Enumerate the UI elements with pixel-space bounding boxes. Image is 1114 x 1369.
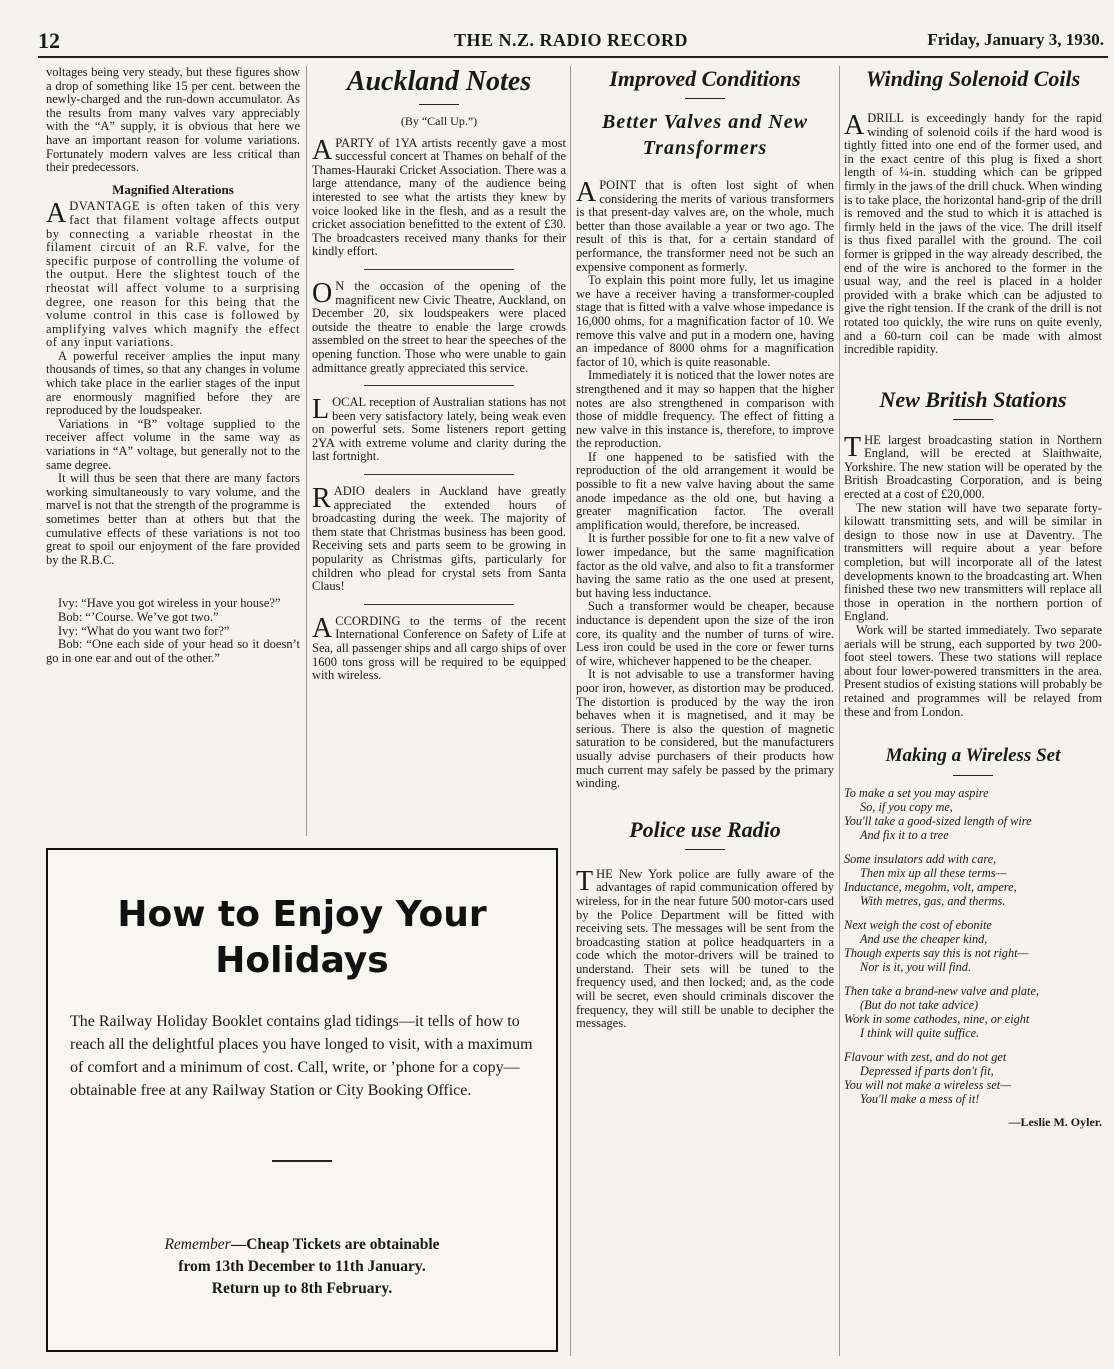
auckland-para-1: A PARTY of 1YA artists recently gave a most successful concert at Thames on behalf of the Thames-Hauraki Cricket Association. There was a large attendance, many of the audience being interested to see what the artists they knew by voice looked like in the flesh, and as a result the cricket association benefitted to the extent of £30. The broadcasters received many thanks for their kindly effort. [312,134,566,259]
poem-author: —Leslie M. Oyler. [1008,1115,1102,1130]
auckland-para-5: ACCORDING to the terms of the recent International Conference on Safety of Life at Sea, all passenger ships and all cargo ships of over 1600 tons gross will be required to be equipped with wireless. [312,612,566,683]
police-para-1: THE New York police are fully aware of the advantages of rapid communication offered by wireless, for in the near future 500 motor-cars used by the Police Department will be fitted with receiving sets. The messages will be sent from the broadcasting station at police headquarters in a code which the motor-drivers will be trained to understand. Their sets will be tuned to the frequency used, and then locked; and, as the code will be secret, even should criminals discover the frequency, they will still be unable to decipher the messages. [576,865,834,1031]
article-subtitle: Better Valves and New Transformers [602,111,808,159]
improved-para-3: Immediately it is noticed that the lower notes are strengthened and it may so happen that the higher notes are also strengthened in comparison with those of middle frequency. The effect of fitting a new valve in this instance is, therefore, to improve the reproduction. [576,368,834,451]
page-header [38,28,1104,54]
drop-cap: A [46,198,67,230]
drop-cap: T [844,431,862,463]
poem-making-a-wireless-set [844,786,1102,1106]
improved-para-7: It is not advisable to use a transformer having poor iron, however, as distortion may be produced. The distortion is produced by the way the iron behaves when it is magnetised, and it may be serious. There is also the question of magnetic saturation to be considered, but the manufacturers usually advise purchasers of their products how much current may safely be passed by the primary winding. [576,667,834,791]
dialog-line: Ivy: “Have you got wireless in your house?” [58,596,281,611]
page-number: 12 [38,28,60,53]
column-2-auckland-notes [312,66,566,683]
improved-para-2: To explain this point more fully, let us imagine we have a receiver having a transformer-coupled stage that is fitted with a valve whose impedance is 16,000 ohms, for a magnification factor of 10. We remove this valve and put in a modern one, having an impedance of 8000 ohms for a magnification factor of 10, which is quite reasonable. [576,273,834,369]
column-rule [570,66,571,1356]
col1-intro: voltages being very steady, but these figures show a drop of something like 15 per cent. between the newly-charged and the run-down accumulator. As the results from many valves vary appreciably with the “A” supply, it is obvious that here we have an important reason for volume variations. Fortunately modern valves are less critical than their predecessors. [46,65,300,175]
improved-para-1: A POINT that is often lost sight of when considering the merits of various transformers is that present-day valves are, on the whole, much better than those available a year or two ago. The result of this is that, for a certain standard of performance, the transformer need not be such an expensive component as formerly. [576,177,834,274]
ad-remember-notice: Remember—Cheap Tickets are obtainable from 13th December to 11th January. Return up to 8th February. [164,1235,440,1297]
separator [364,474,514,475]
british-para-1: THE largest broadcasting station in Northern England, will be erected at Slaithwaite, Yorkshire. The new station will be operated by the British Broadcasting Corporation, and is being erected at a cost of £20,000. [844,431,1102,502]
article-title-police-use-radio: Police use Radio [629,816,781,842]
separator [364,385,514,386]
poem-stanza: To make a set you may aspire So, if you copy me, You'll take a good-sized length of wire And fix it to a tree [844,786,1032,843]
separator [364,604,514,605]
column-3-improved-conditions [576,66,834,1031]
drop-cap: A [576,177,597,208]
auckland-para-4: RADIO dealers in Auckland have greatly appreciated the extended hours of broadcasting during the week. The majority of them state that Christmas business has been good. Receiving sets and parts seem to be growing in popularity as Christmas gifts, particularly for children who plead for crystal sets from Santa Claus! [312,483,566,594]
ad-title: How to Enjoy Your Holidays [117,894,487,981]
dialog-line: Ivy: “What do you want two for?” [58,623,230,638]
improved-para-5: It is further possible for one to fit a new valve of lower impedance, but the same magnification factor as the old valve, and also to fit a transformer having the same ratio as the one used at present, but having less inductance. [576,531,834,600]
article-title-auckland-notes: Auckland Notes [346,66,532,97]
column-rule [306,66,307,836]
poem-stanza: Then take a brand-new valve and plate, (But do not take advice) Work in some cathodes, nine, or eight I think will quite suffice. [844,984,1039,1041]
col1-para-3: Variations in “B” voltage supplied to the receiver affect volume in the same way as variations in “A” voltage, but generally not to the same degree. [46,416,300,472]
british-para-2: The new station will have two separate forty-kilowatt transmitting sets, and will be similar in design to those now in use at Daventry. The transmitters will require about a year before completion, but will incorporate all of the latest developments known to the broadcasting art. When finished these two new transmitters will replace all those in operation in the northern portion of England. [844,500,1102,624]
drop-cap: A [312,134,333,166]
article-title-new-british-stations: New British Stations [879,386,1067,412]
column-1 [46,66,300,665]
article-title-winding-solenoid-coils: Winding Solenoid Coils [865,66,1081,91]
title-dash [953,775,993,776]
col1-para-4: It will thus be seen that there are many factors working simultaneously to vary volume, and the marvel is not that the strength of the programme is sometimes better than at others but that the cumulative effects of these variations is not too great to spoil our enjoyment of the fare provided by the R.B.C. [46,471,300,567]
solenoid-para-1: A DRILL is exceedingly handy for the rapid winding of solenoid coils if the hard wood is tightly fitted into one end of the former used, and in the exact centre of this plug is fixed a short length of ¼-in. studding which can be gripped firmly in the jaws of the drill chuck. When winding is to take place, the horizontal hand-grip of the drill is removed and the stud to which it is attached is firmly held in the jaws of the vice. The drill itself is thus fixed parallel with the ground. The coil former is gripped in the way already described, the end of the wire is anchored to the former in the usual way, and the reel is placed in a holder provided with a brake which can be adjusted to give the right tension. If the crank of the drill is not rotated too quickly, the wire runs on quite evenly, and a 60-turn coil can be made with almost incredible rapidity. [844,110,1102,357]
drop-cap: T [576,865,594,897]
poem-title-making-a-wireless-set: Making a Wireless Set [885,745,1061,767]
issue-date: Friday, January 3, 1930. [927,30,1104,49]
poem-stanza: Some insulators add with care, Then mix up all these terms— Inductance, megohm, volt, ampere, With metres, gas, and therms. [844,852,1017,909]
column-4-winding-solenoid-coils [844,66,1102,1130]
byline: (By “Call Up.”) [400,114,478,128]
improved-para-4: If one happened to be satisfied with the reproduction of the old arrangement it would be possible to fit a new valve having about the same anode impedance as the old one, but having a greater magnification factor. The overall amplification would, therefore, be increased. [576,449,834,532]
dialog-line: Bob: “One each side of your head so it doesn’t go in one ear and out of the other.” [46,637,300,665]
poem-stanza: Flavour with zest, and do not get Depressed if parts don't fit, You will not make a wireless set— You'll make a mess of it! [844,1050,1012,1107]
masthead: THE N.Z. RADIO RECORD [453,30,689,50]
article-title-improved-conditions: Improved Conditions [609,66,801,91]
ad-body: The Railway Holiday Booklet contains glad tidings—it tells of how to reach all the delightful places you have longed to visit, with a maximum of comfort and a minimum of cost. Call, write, or ’phone for a copy—obtainable free at any Railway Station or City Booking Office. [70,1013,533,1099]
auckland-para-3: LOCAL reception of Australian stations has not been very satisfactory lately, being weak even on powerful sets. Some listeners report getting 2YA with extreme volume and clarity during the last fortnight. [312,394,566,464]
dialog-line: Bob: “’Course. We’ve got two.” [58,609,219,624]
drop-cap: A [312,612,333,644]
drop-cap: A [844,110,865,141]
col1-para-1: ADVANTAGE is often taken of this very fact that filament voltage affects output by connecting a variable rheostat in the filament circuit of an R.F. valve, for the specific purpose of controlling the volume of the output. Here the slightest touch of the rheostat will affect volume to a surprising degree, one reason for this being that the volume control in this case is followed by amplifying valves which magnify the effect of any input variations. [46,198,300,350]
title-dash [685,849,725,850]
subhead-magnified-alterations: Magnified Alterations [112,181,234,197]
railway-holiday-advertisement [46,848,558,1352]
improved-para-6: Such a transformer would be cheaper, because inductance is dependent upon the size of the iron core, its quality and the number of turns of wire. Less iron could be used in the core or fewer turns of wire, whichever happened to be the cheaper. [576,599,834,668]
header-rule [38,56,1108,58]
column-rule [839,66,840,1356]
title-dash [419,104,459,105]
drop-cap: O [312,277,333,309]
british-para-3: Work will be started immediately. Two separate aerials will be strung, each supported by two 200-foot steel towers. These two stations will replace about four lower-powered transmitters in the area. Present studios of existing stations will probably be retained and programmes will be relayed from these and from London. [844,623,1102,719]
separator [364,269,514,270]
ad-dash [272,1160,332,1162]
drop-cap: R [312,483,331,515]
drop-cap: L [312,394,330,426]
col1-para-2: A powerful receiver amplies the input many thousands of times, so that any changes in volume which take place in the earlier stages of the input are enormously magnified before they are reproduced by the loudspeaker. [46,348,300,418]
poem-stanza: Next weigh the cost of ebonite And use the cheaper kind, Though experts say this is not right— Nor is it, you will find. [844,918,1029,975]
title-dash [953,419,993,420]
title-dash [685,98,725,99]
auckland-para-2: O N the occasion of the opening of the magnificent new Civic Theatre, Auckland, on December 20, six loudspeakers were placed outside the theatre to enable the large crowds assembled on the street to hear the speeches of the opening function. Those who were unable to gain admittance greatly appreciated this service. [312,277,566,375]
